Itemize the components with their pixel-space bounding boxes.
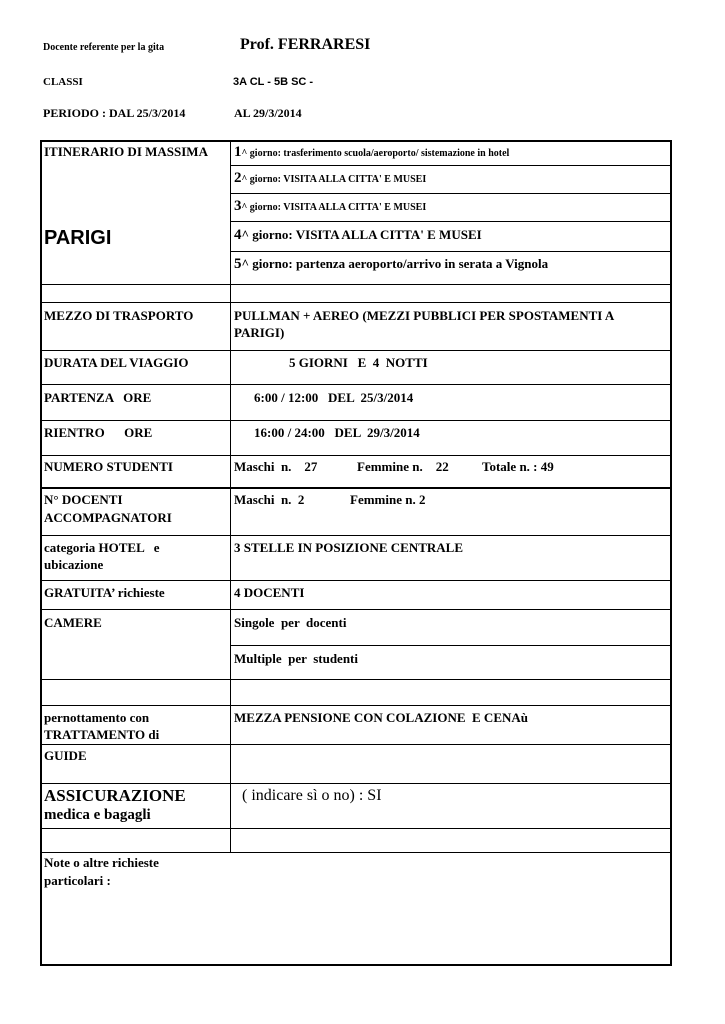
studenti-totale: Totale n. : 49 [482, 459, 554, 474]
day-3-number: 3 [234, 198, 242, 214]
referente-label: Docente referente per la gita [43, 42, 165, 53]
hotel-label-line2: ubicazione [44, 557, 104, 572]
assicurazione-value: ( indicare sì o no) : SI [242, 787, 382, 804]
camere-singole: Singole per docenti [234, 615, 347, 630]
docenti-label-line1: N° DOCENTI [44, 492, 123, 507]
docenti-maschi: Maschi n. 2 [234, 492, 305, 507]
rientro-label: RIENTRO ORE [44, 425, 153, 440]
periodo-al: AL 29/3/2014 [234, 106, 302, 120]
studenti-label: NUMERO STUDENTI [44, 459, 173, 474]
docenti-label-line2: ACCOMPAGNATORI [44, 510, 172, 525]
gratuita-value: 4 DOCENTI [234, 585, 305, 600]
durata-label: DURATA DEL VIAGGIO [44, 355, 189, 370]
classi-value: 3A CL - 5B SC - [233, 76, 314, 88]
day-1-number: 1 [234, 144, 242, 160]
pernottamento-label-line2: TRATTAMENTO di [44, 727, 160, 742]
camere-label: CAMERE [44, 615, 102, 630]
durata-value: 5 GIORNI E 4 NOTTI [289, 355, 428, 370]
studenti-femmine: Femmine n. 22 [357, 459, 449, 474]
day-3 [234, 197, 426, 215]
hotel-value: 3 STELLE IN POSIZIONE CENTRALE [234, 540, 464, 555]
day-3-text: ^ giorno: VISITA ALLA CITTA' E MUSEI [241, 202, 427, 213]
day-1 [234, 143, 509, 161]
docenti-femmine: Femmine n. 2 [350, 492, 426, 507]
referente-value: Prof. FERRARESI [240, 36, 371, 53]
day-5 [234, 255, 548, 273]
periodo-label: PERIODO : DAL 25/3/2014 [43, 106, 186, 120]
day-1-text: ^ giorno: trasferimento scuola/aeroporto/ sistemazione in hotel [241, 148, 510, 159]
day-4-number: 4 [234, 227, 242, 243]
studenti-maschi: Maschi n. 27 [234, 459, 318, 474]
day-2-text: ^ giorno: VISITA ALLA CITTA' E MUSEI [241, 174, 427, 185]
pernottamento-label-line1: pernottamento con [44, 710, 150, 725]
classi-label: CLASSI [43, 76, 83, 88]
note-label-line2: particolari : [44, 873, 111, 888]
destination-city: PARIGI [44, 227, 112, 249]
day-5-number: 5 [234, 256, 242, 272]
partenza-label: PARTENZA ORE [44, 390, 152, 405]
day-4 [234, 226, 482, 244]
mezzo-label: MEZZO DI TRASPORTO [44, 308, 194, 323]
day-2-number: 2 [234, 170, 242, 186]
day-5-text: ^ giorno: partenza aeroporto/arrivo in serata a Vignola [241, 256, 549, 271]
day-2 [234, 169, 426, 187]
guide-label: GUIDE [44, 748, 87, 763]
pernottamento-value: MEZZA PENSIONE CON COLAZIONE E CENAù [234, 710, 528, 725]
hotel-label-line1: categoria HOTEL e [44, 540, 160, 555]
note-label-line1: Note o altre richieste [44, 855, 159, 870]
itinerario-label: ITINERARIO DI MASSIMA [44, 144, 208, 159]
camere-multiple: Multiple per studenti [234, 651, 358, 666]
day-4-text: ^ giorno: VISITA ALLA CITTA' E MUSEI [241, 227, 482, 242]
partenza-value: 6:00 / 12:00 DEL 25/3/2014 [254, 390, 414, 405]
assicurazione-label-line2: medica e bagagli [44, 807, 151, 823]
mezzo-value: PULLMAN + AEREO (MEZZI PUBBLICI PER SPOSTAMENTI A PARIGI) [234, 308, 614, 340]
rientro-value: 16:00 / 24:00 DEL 29/3/2014 [254, 425, 420, 440]
gratuita-label: GRATUITA’ richieste [44, 585, 165, 600]
assicurazione-label-line1: ASSICURAZIONE [44, 786, 186, 805]
